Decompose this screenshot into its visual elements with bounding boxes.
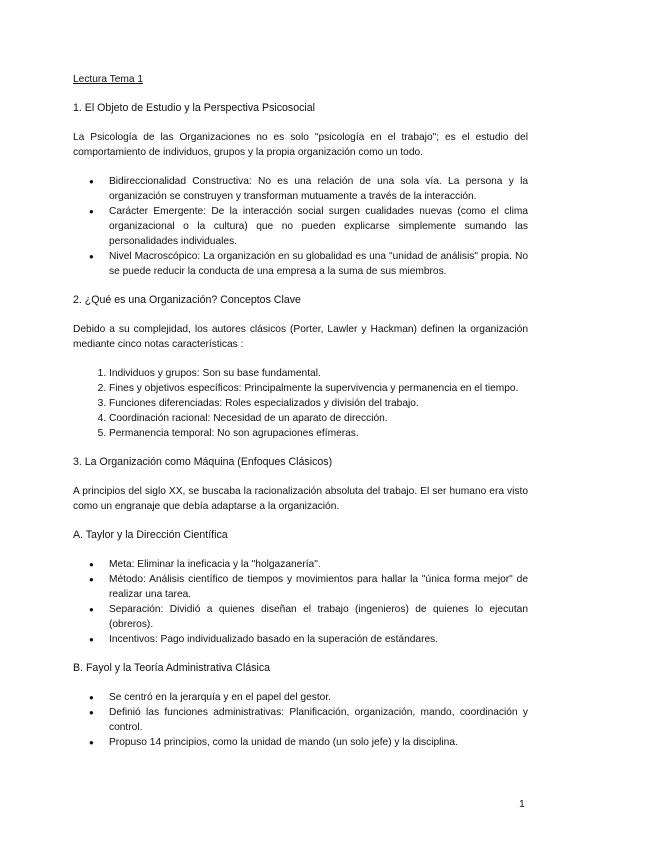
subsection-b-heading: B. Fayol y la Teoría Administrativa Clásica: [73, 662, 271, 674]
list-item: 2. Fines y objetivos específicos: Principalmente la supervivencia y permanencia en el tiempo.: [109, 381, 528, 396]
document-title: Lectura Tema 1: [73, 74, 144, 85]
section-1-bullet-list: [73, 174, 528, 279]
list-item: ● Se centró en la jerarquía y en el papel del gestor.: [109, 690, 528, 705]
list-item: ● Nivel Macroscópico: La organización en su globalidad es una "unidad de análisis" propia. No se puede reducir la conducta de una empresa a la suma de sus miembros.: [109, 249, 528, 279]
list-item: ● Bidireccionalidad Constructiva: No es una relación de una sola vía. La persona y la organización se construyen y transforman mutuamente a través de la interacción.: [109, 174, 528, 204]
list-item: ● Meta: Eliminar la ineficacia y la "holgazanería".: [109, 557, 528, 572]
list-item: 5. Permanencia temporal: No son agrupaciones efímeras.: [109, 426, 528, 441]
list-item: 3. Funciones diferenciadas: Roles especializados y división del trabajo.: [109, 396, 528, 411]
list-item: 4. Coordinación racional: Necesidad de un aparato de dirección.: [109, 411, 528, 426]
list-item: ● Carácter Emergente: De la interacción social surgen cualidades nuevas (como el clima organizacional o la cultura) que no pueden explicarse simplemente sumando las personalidades individuales.: [109, 204, 528, 249]
list-item: ● Separación: Dividió a quienes diseñan el trabajo (ingenieros) de quienes lo ejecutan (obreros).: [109, 602, 528, 632]
section-2-paragraph: Debido a su complejidad, los autores clásicos (Porter, Lawler y Hackman) definen la organización mediante cinco notas características :: [73, 324, 528, 350]
section-1-heading: 1. El Objeto de Estudio y la Perspectiva Psicosocial: [73, 102, 316, 114]
subsection-a-bullet-list: [73, 557, 528, 647]
section-2-heading: 2. ¿Qué es una Organización? Conceptos Clave: [73, 294, 301, 306]
list-item: ● Método: Análisis científico de tiempos y movimientos para hallar la "única forma mejor" de realizar una tarea.: [109, 572, 528, 602]
subsection-b-bullet-list: [73, 690, 528, 750]
list-item: ● Incentivos: Pago individualizado basado en la superación de estándares.: [109, 632, 528, 647]
section-3-heading: 3. La Organización como Máquina (Enfoques Clásicos): [73, 456, 333, 468]
list-item: ● Definió las funciones administrativas: Planificación, organización, mando, coordinación y control.: [109, 705, 528, 735]
section-1-paragraph: La Psicología de las Organizaciones no es solo "psicología en el trabajo"; es el estudio del comportamiento de individuos, grupos y la propia organización como un todo.: [73, 132, 528, 158]
document-page: [73, 72, 528, 764]
page-number: 1: [519, 798, 525, 810]
section-3-paragraph: A principios del siglo XX, se buscaba la racionalización absoluta del trabajo. El ser humano era visto como un engranaje que debía adaptarse a la organización.: [73, 486, 528, 512]
list-item: 1. Individuos y grupos: Son su base fundamental.: [109, 366, 528, 381]
list-item: ● Propuso 14 principios, como la unidad de mando (un solo jefe) y la disciplina.: [109, 735, 528, 750]
section-2-numbered-list: [73, 366, 528, 441]
subsection-a-heading: A. Taylor y la Dirección Científica: [73, 529, 228, 541]
